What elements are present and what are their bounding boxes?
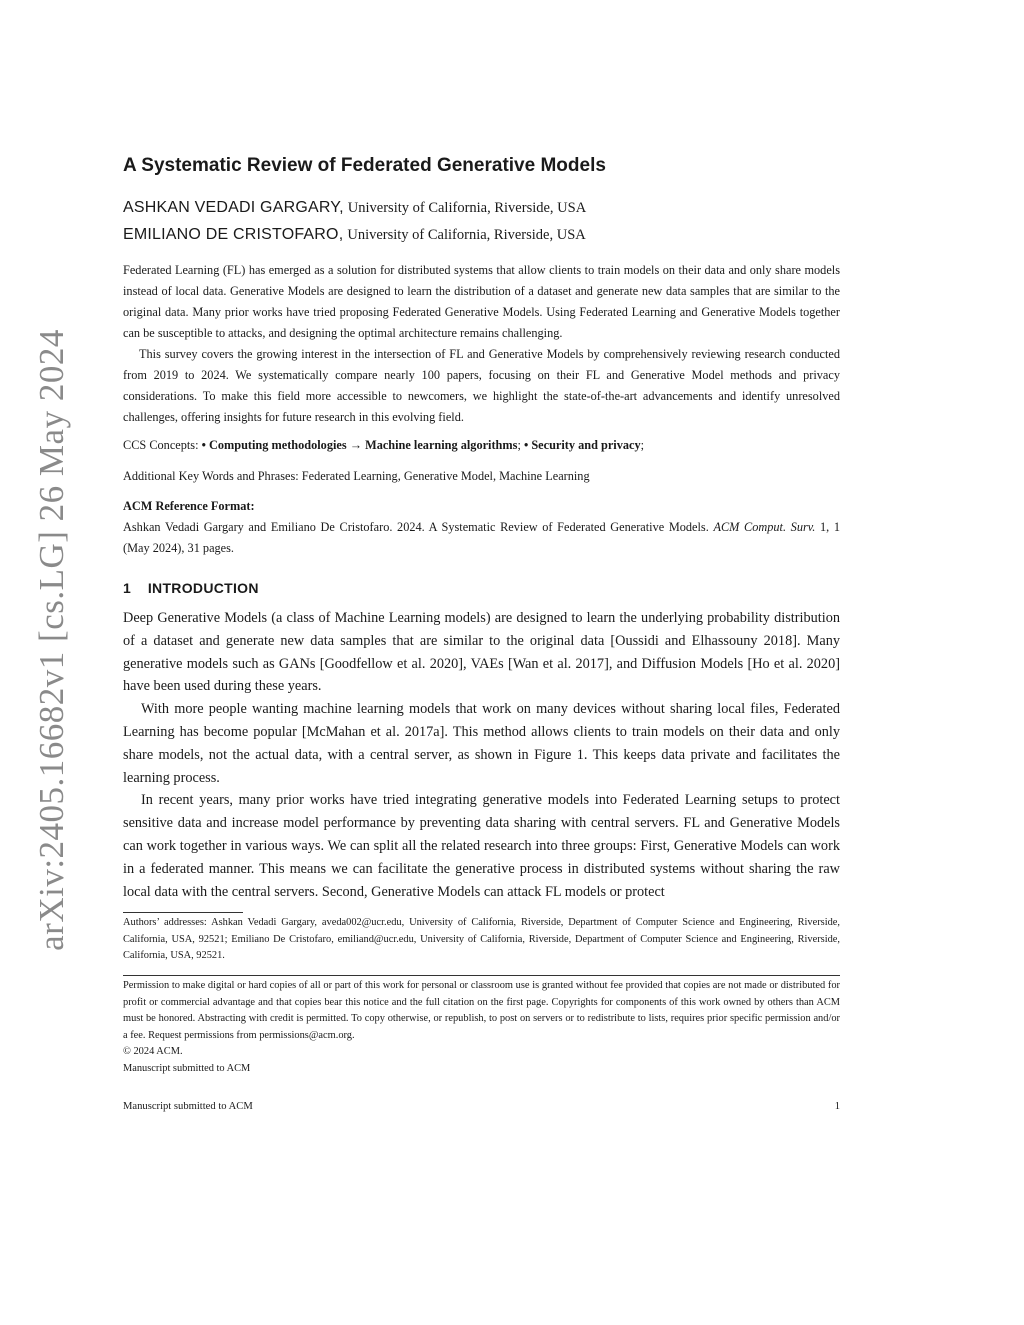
footer-left: Manuscript submitted to ACM: [123, 1101, 253, 1112]
manuscript-note: Manuscript submitted to ACM: [123, 1062, 251, 1074]
ccs-label: CCS Concepts:: [123, 438, 199, 452]
copyright-text: © 2024 ACM.: [123, 1046, 183, 1058]
ccs-bullet: •: [201, 438, 206, 452]
authors-addresses-text: Authors’ addresses: Ashkan Vedadi Gargary, aveda002@ucr.edu, University of California, Riverside, Department of Computer Science and Engineering, Riverside, California, USA, 92521; Emiliano De Cristofaro, emiliand@ucr.edu, University of California, Riverside, Department of Computer Science and Engineering, Riverside, California, USA, 92521.: [123, 917, 840, 962]
ccs-concept: Security and privacy: [531, 438, 641, 452]
ccs-bullet: •: [523, 438, 529, 452]
intro-paragraph: Deep Generative Models (a class of Machine Learning models) are designed to learn the underlying probability distribution of a dataset and generate new data samples that are similar to the original data [Oussidi and Elhassouny 2018]. Many generative models such as GANs [Goodfellow et al. 2020], VAEs [Wan et al. 2017], and Diffusion Models [Ho et al. 2020] have been used during these years.: [123, 610, 840, 695]
acm-reference: [123, 496, 840, 559]
page-number: 1: [834, 1101, 840, 1112]
ccs-concept: Computing methodologies: [208, 438, 347, 452]
permission-block: [123, 978, 840, 1078]
section-title: INTRODUCTION: [147, 580, 259, 596]
intro-paragraph: With more people wanting machine learning models that work on many devices without sharing local files, Federated Learning has become popular [McMahan et al. 2017a]. This method allows clients to train models on their data and only share models, not the actual data, with a central server, as shown in Figure 1. This keeps data private and facilitates the learning process.: [123, 701, 840, 786]
page-footer: [123, 1101, 840, 1112]
acm-reference-text: [123, 517, 840, 559]
abstract-paragraph: This survey covers the growing interest in the intersection of FL and Generative Models by comprehensively reviewing research conducted from 2019 to 2024. We systematically compare nearly 100 papers, focusing on their FL and Generative Model methods and privacy considerations. To make this field more accessible to newcomers, we highlight the state-of-the-art advancements and identify unresolved challenges, offering insights for future research in this evolving field.: [123, 347, 840, 424]
ccs-concept: Machine learning algorithms: [365, 438, 518, 452]
permission-divider: [123, 975, 840, 976]
author-name: ASHKAN VEDADI GARGARY,: [123, 199, 344, 216]
abstract: [123, 260, 840, 428]
acm-reference-citation: Ashkan Vedadi Gargary and Emiliano De Cristofaro. 2024. A Systematic Review of Federated Generative Models.: [123, 520, 709, 534]
section-heading: [123, 580, 259, 596]
intro-body: [123, 607, 840, 903]
arrow-icon: →: [349, 438, 363, 452]
author-affiliation: University of California, Riverside, USA: [347, 227, 586, 243]
permission-text: Permission to make digital or hard copies of all or part of this work for personal or classroom use is granted without fee provided that copies are not made or distributed for profit or commercial advantage and that copies bear this notice and the full citation on the first page. Copyrights for components of this work owned by others than ACM must be honored. Abstracting with credit is permitted. To copy otherwise, or republish, to post on servers or to redistribute to lists, requires prior specific permission and/or a fee. Request permissions from permissions@acm.org.: [123, 980, 840, 1041]
ccs-separator: ;: [640, 438, 645, 452]
paper-title: A Systematic Review of Federated Generative Models: [123, 155, 606, 176]
abstract-paragraph: Federated Learning (FL) has emerged as a solution for distributed systems that allow clients to train models on their data and only share models instead of local data. Generative Models are designed to learn the distribution of a dataset and generate new data samples that are similar to the original data. Many prior works have tried proposing Federated Generative Models. Using Federated Learning and Generative Models together can be susceptible to attacks, and designing the optimal architecture remains challenging.: [123, 263, 840, 340]
ccs-separator: ;: [517, 438, 521, 452]
keywords: Additional Key Words and Phrases: Federated Learning, Generative Model, Machine Learning: [123, 469, 590, 483]
arxiv-stamp: arXiv:2405.16682v1 [cs.LG] 26 May 2024: [32, 329, 71, 951]
ccs-concepts: [123, 435, 840, 456]
intro-paragraph: In recent years, many prior works have tried integrating generative models into Federated Learning setups to protect sensitive data and increase model performance by preventing data sharing with central servers. FL and Generative Models can work together in various ways. We can split all the related research into three groups: First, Generative Models can work in a federated manner. This means we can facilitate the generative process in distributed systems without sharing the raw local data with the central servers. Second, Generative Models can attack FL models or protect: [123, 792, 840, 900]
acm-reference-heading: ACM Reference Format:: [123, 499, 255, 513]
section-number: 1: [123, 580, 132, 596]
author-name: EMILIANO DE CRISTOFARO,: [123, 226, 344, 243]
acm-reference-volume: 1, 1 (May 2024), 31 pages.: [123, 520, 841, 555]
author-1: [123, 199, 586, 217]
acm-reference-journal: ACM Comput. Surv.: [713, 520, 816, 534]
author-2: [123, 226, 586, 244]
authors-addresses: [123, 915, 840, 965]
author-affiliation: University of California, Riverside, USA: [347, 200, 587, 216]
footnote-divider: [123, 912, 243, 913]
